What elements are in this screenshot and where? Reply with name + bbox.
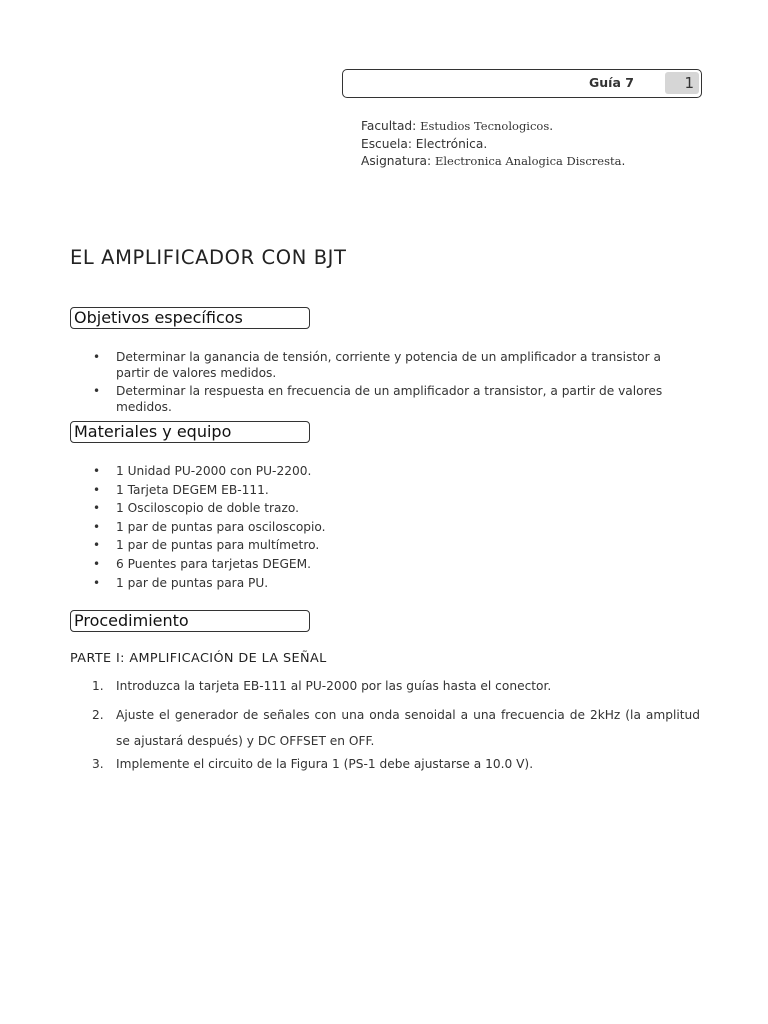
procedure-steps (70, 678, 700, 773)
meta-faculty-value: Estudios Tecnologicos (420, 119, 550, 133)
section-heading-procedimiento: Procedimiento (70, 610, 310, 632)
list-item: • 1 Unidad PU-2000 con PU-2200. (93, 464, 312, 478)
meta-faculty (361, 118, 625, 136)
list-item: 3. Implemente el circuito de la Figura 1 (PS-1 debe ajustarse a 10.0 V). (92, 757, 534, 771)
materials-list (70, 462, 670, 592)
list-item: • 1 par de puntas para osciloscopio. (93, 519, 326, 534)
header-box (342, 69, 702, 98)
meta-school (361, 136, 625, 154)
list-item: • Determinar la ganancia de tensión, corriente y potencia de un amplificador a transistor a partir de valores medidos. (93, 350, 661, 380)
meta-subject-suffix: . (621, 154, 626, 168)
meta-faculty-suffix: . (549, 119, 554, 133)
meta-faculty-label: Facultad: (361, 119, 421, 133)
list-item: • 6 Puentes para tarjetas DEGEM. (93, 556, 311, 571)
list-item: 1. Introduzca la tarjeta EB-111 al PU-2000 por las guías hasta el conector. (92, 679, 552, 693)
list-item: • 1 par de puntas para PU. (93, 575, 269, 590)
list-item: • 1 Osciloscopio de doble trazo. (93, 501, 300, 516)
page-number: 1 (665, 72, 699, 94)
parte-heading: PARTE I: AMPLIFICACIÓN DE LA SEÑAL (70, 651, 327, 666)
list-item: • Determinar la respuesta en frecuencia de un amplificador a transistor, a partir de valores medidos. (93, 384, 663, 414)
meta-subject-label: Asignatura: (361, 154, 435, 168)
course-info (361, 118, 625, 171)
document-title: EL AMPLIFICADOR CON BJT (70, 246, 347, 269)
meta-subject (361, 153, 625, 171)
objectives-list (70, 349, 698, 415)
section-heading-materiales: Materiales y equipo (70, 421, 310, 443)
list-item: 2. Ajuste el generador de señales con una onda senoidal a una frecuencia de 2kHz (la amplitud se ajustará después) y DC OFFSET en OFF. (92, 708, 700, 748)
meta-subject-value: Electronica Analogica Discresta (434, 154, 622, 168)
guide-label: Guía 7 (589, 75, 634, 90)
list-item: • 1 Tarjeta DEGEM EB-111. (93, 482, 269, 497)
list-item: • 1 par de puntas para multímetro. (93, 538, 320, 553)
meta-school-label: Escuela: Electrónica. (361, 136, 488, 151)
section-heading-objetivos: Objetivos específicos (70, 307, 310, 329)
